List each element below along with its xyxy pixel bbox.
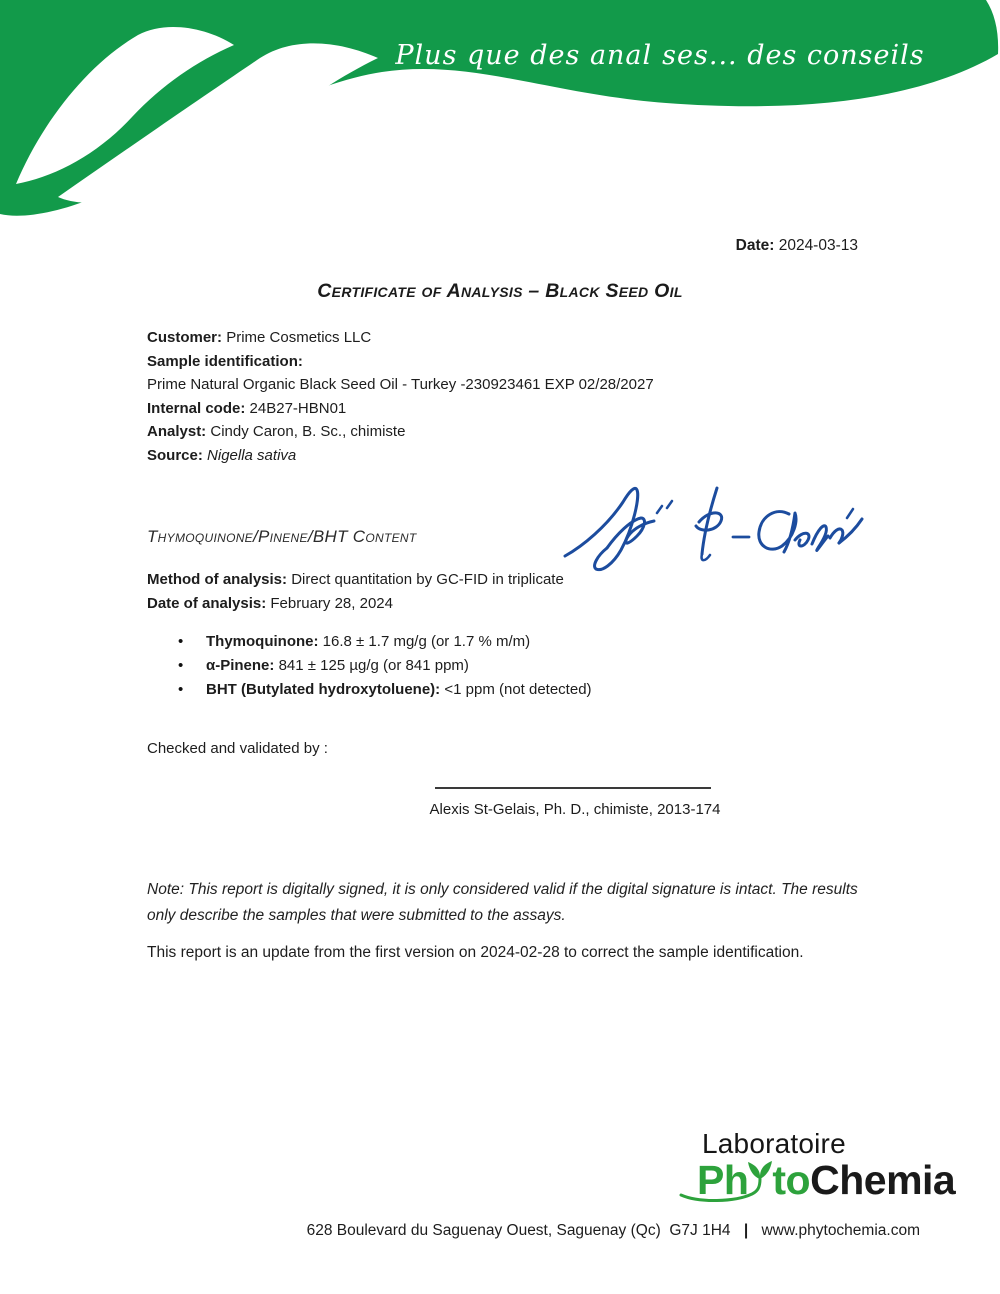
footer-website: www.phytochemia.com (761, 1222, 920, 1239)
method-line (147, 568, 867, 592)
result-item-thymoquinone (178, 630, 878, 654)
result-value: 16.8 ± 1.7 mg/g (or 1.7 % m/m) (322, 633, 531, 650)
customer-value: Prime Cosmetics LLC (226, 329, 372, 346)
signature-rule (435, 787, 711, 789)
section-heading: Thymoquinone/Pinene/BHT Content (147, 527, 417, 546)
tagline-suffix: ses... des conseils (662, 40, 925, 71)
footer-address: 628 Boulevard du Saguenay Ouest, Saguenay (Qc) G7J 1H4 (306, 1222, 731, 1239)
logo-wordmark (697, 1157, 956, 1203)
digital-signature-note: Note: This report is digitally signed, it is only considered valid if the digital signature is intact. The results only describe the samples that were submitted to the assays. (147, 881, 858, 924)
report-date (736, 237, 858, 255)
sample-info-block (147, 326, 867, 467)
method-label: Method of analysis: (147, 571, 288, 588)
analyst-value: Cindy Caron, B. Sc., chimiste (210, 423, 406, 440)
source-value: Nigella sativa (207, 446, 297, 464)
internal-code-line (147, 397, 867, 421)
result-label: α-Pinene: (206, 657, 275, 674)
internal-code-label: Internal code: (147, 399, 246, 417)
result-item-bht (178, 678, 878, 702)
result-value: <1 ppm (not detected) (444, 681, 592, 698)
method-block (147, 568, 867, 615)
update-note: This report is an update from the first version on 2024-02-28 to correct the sample identification. (147, 944, 804, 961)
result-label: BHT (Butylated hydroxytoluene): (206, 681, 441, 698)
header-banner-graphic (0, 0, 1000, 230)
customer-line (147, 326, 867, 350)
logo-to-text: to (772, 1157, 811, 1203)
logo-leaf-icon (747, 1161, 773, 1203)
source-line (147, 444, 867, 468)
footer-separator: | (743, 1222, 749, 1239)
result-item-pinene (178, 654, 878, 678)
checked-by-label: Checked and validated by : (147, 740, 328, 757)
signer-name: Alexis St-Gelais, Ph. D., chimiste, 2013-174 (429, 801, 721, 818)
customer-label: Customer: (147, 329, 223, 346)
sample-id-label: Sample identification: (147, 352, 303, 370)
logo-ph-text: Ph (697, 1157, 749, 1203)
result-label: Thymoquinone: (206, 633, 319, 650)
analyst-line (147, 420, 867, 444)
date-label: Date: (735, 237, 775, 254)
banner-tagline (395, 40, 925, 71)
sample-id-label-line (147, 350, 867, 374)
results-list (178, 630, 878, 702)
analysis-date-value: February 28, 2024 (270, 594, 393, 612)
phytochemia-logo (697, 1128, 955, 1201)
analyst-label: Analyst: (147, 423, 207, 440)
source-label: Source: (147, 446, 203, 464)
analysis-date-line (147, 592, 867, 616)
internal-code-value: 24B27-HBN01 (249, 399, 347, 417)
method-value: Direct quantitation by GC-FID in triplicate (291, 571, 564, 588)
sample-id-value: Prime Natural Organic Black Seed Oil - Turkey -230923461 EXP 02/28/2027 (147, 376, 654, 393)
tagline-prefix: Plus que des anal (395, 40, 653, 71)
document-title: Certificate of Analysis – Black Seed Oil (317, 280, 683, 302)
sample-id-line (147, 373, 867, 397)
date-value: 2024-03-13 (778, 237, 858, 254)
analysis-date-label: Date of analysis: (147, 594, 267, 612)
logo-laboratoire-text: Laboratoire (702, 1128, 846, 1159)
footer-contact (0, 1222, 920, 1240)
logo-chemia-text: Chemia (810, 1157, 956, 1203)
result-value: 841 ± 125 µg/g (or 841 ppm) (278, 657, 469, 674)
